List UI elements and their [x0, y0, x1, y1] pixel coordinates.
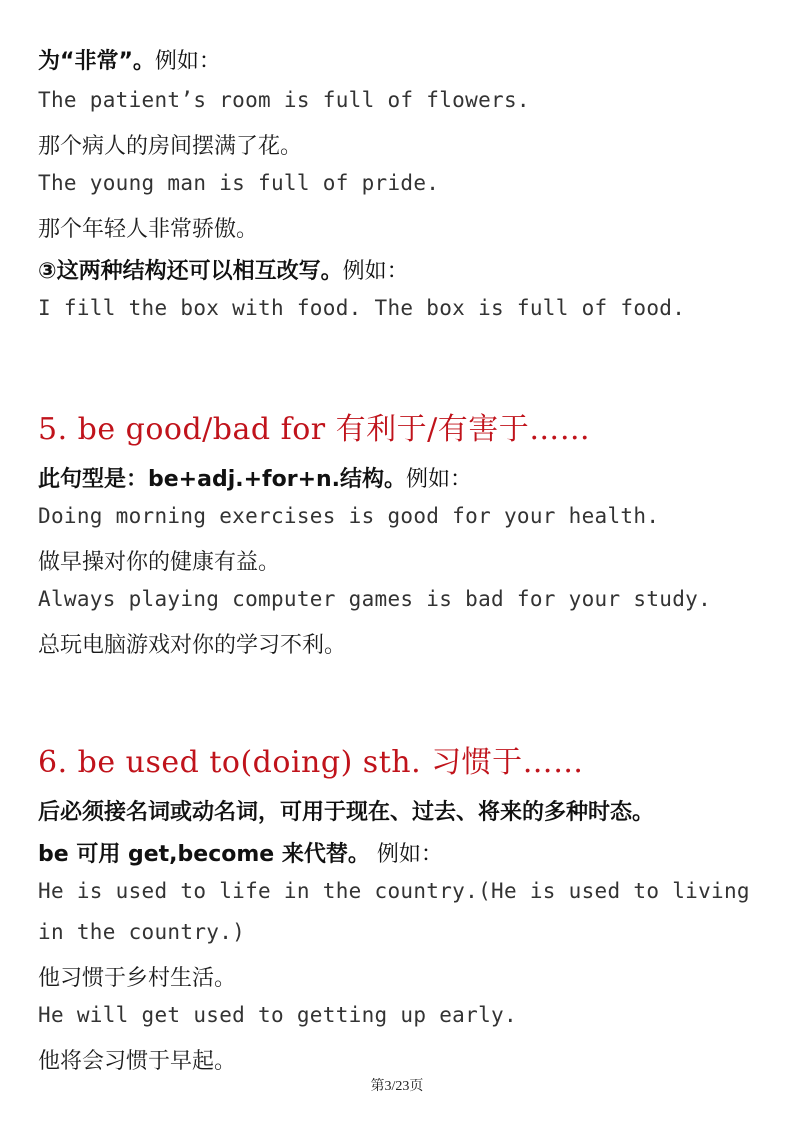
example-sentence: He will get used to getting up early.: [38, 1003, 517, 1027]
page-number: 第3/23页: [370, 1079, 424, 1094]
example-sentence: Always playing computer games is bad for your study.: [38, 587, 712, 611]
example-translation: 他将会习惯于早起。: [38, 1049, 237, 1074]
example-translation: 做早操对你的健康有益。: [38, 550, 281, 575]
example-translation: 他习惯于乡村生活。: [38, 966, 237, 991]
example-lead: 例如：: [154, 49, 221, 74]
structure-note-line: [38, 254, 409, 285]
section-5-heading: 5. be good/bad for 有利于/有害于……: [38, 412, 591, 447]
example-sentence: I fill the box with food. The box is full of food.: [38, 296, 686, 320]
example-lead: 例如：: [342, 259, 409, 284]
bold-text: be 可用 get,become 来代替。: [38, 842, 370, 867]
bold-text: 为“非常”。: [38, 49, 155, 74]
example-translation: 那个年轻人非常骄傲。: [38, 217, 259, 242]
example-sentence: Doing morning exercises is good for your health.: [38, 504, 660, 528]
section-6-description: 后必须接名词或动名词，可用于现在、过去、将来的多种时态。: [38, 800, 655, 825]
section-6-heading: 6. be used to(doing) sth. 习惯于……: [38, 745, 584, 780]
bold-text: ③这两种结构还可以相互改写。: [38, 259, 343, 284]
section-6-description: [38, 837, 443, 868]
structure-note-line: [38, 44, 221, 75]
example-lead: 例如：: [369, 842, 443, 867]
example-sentence: in the country.): [38, 920, 246, 944]
example-translation: 总玩电脑游戏对你的学习不利。: [38, 633, 347, 658]
example-translation: 那个病人的房间摆满了花。: [38, 134, 303, 159]
example-lead: 例如：: [406, 467, 473, 492]
example-sentence: The young man is full of pride.: [38, 171, 440, 195]
bold-text: 此句型是：be+adj.+for+n.结构。: [38, 467, 407, 492]
example-sentence: He is used to life in the country.(He is used to living: [38, 879, 750, 903]
example-sentence: The patient’s room is full of flowers.: [38, 88, 530, 112]
section-5-description: [38, 462, 472, 493]
